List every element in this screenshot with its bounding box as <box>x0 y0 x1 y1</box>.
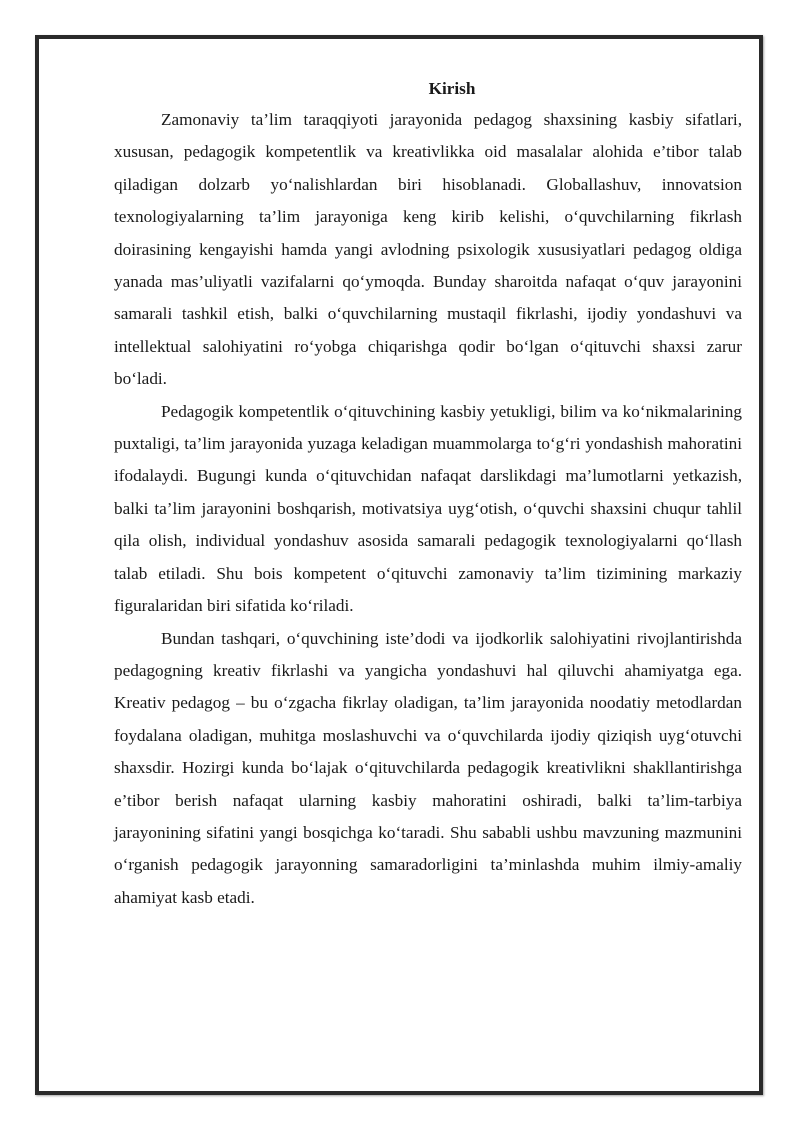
paragraph-1: Zamonaviy ta’lim taraqqiyoti jarayonida pedagog shaxsining kasbiy sifatlari, xususan, pedagogik kompetentlik va kreativlikka oid masalalar alohida e’tibor talab qiladigan dolzarb yo‘nalishlardan biri hisoblanadi. Globallashuv, innovatsion texnologiyalarning ta’lim jarayoniga keng kirib kelishi, o‘quvchilarning fikrlash doirasining kengayishi hamda yangi avlodning psixologik xususiyatlari pedagog oldiga yanada mas’uliyatli vazifalarni qo‘ymoqda. Bunday sharoitda nafaqat o‘quv jarayonini samarali tashkil etish, balki o‘quvchilarning mustaqil fikrlashi, ijodiy yondashuvi va intellektual salohiyatini ro‘yobga chiqarishga qodir bo‘lgan o‘qituvchi shaxsi zarur bo‘ladi. <box>114 110 742 389</box>
paragraph-3: Bundan tashqari, o‘quvchining iste’dodi va ijodkorlik salohiyatini rivojlantirishda pedagogning kreativ fikrlashi va yangicha yondashuvi hal qiluvchi ahamiyatga ega. Kreativ pedagog – bu o‘zgacha fikrlay oladigan, ta’lim jarayonida noodatiy metodlardan foydalana oladigan, muhitga moslashuvchi va o‘quvchilarda ijodiy qiziqish uyg‘otuvchi shaxsdir. Hozirgi kunda bo‘lajak o‘qituvchilarda pedagogik kreativlikni shakllantirishga e’tibor berish nafaqat ularning kasbiy mahoratini oshiradi, balki ta’lim-tarbiya jarayonining sifatini yangi bosqichga ko‘taradi. Shu sababli ushbu mavzuning mazmunini o‘rganish pedagogik jarayonning samaradorligini ta’minlashda muhim ilmiy-amaliy ahamiyat kasb etadi. <box>114 628 742 907</box>
document-body <box>114 74 742 914</box>
section-title: Kirish <box>428 79 476 98</box>
paragraph-2: Pedagogik kompetentlik o‘qituvchining kasbiy yetukligi, bilim va ko‘nikmalarining puxtaligi, ta’lim jarayonida yuzaga keladigan muammolarga to‘g‘ri yondashish mahoratini ifodalaydi. Bugungi kunda o‘qituvchidan nafaqat darslikdagi ma’lumotlarni yetkazish, balki ta’lim jarayonini boshqarish, motivatsiya uyg‘otish, o‘quvchi shaxsini chuqur tahlil qila olish, individual yondashuv asosida samarali pedagogik texnologiyalarni qo‘llash talab etiladi. Shu bois kompetent o‘qituvchi zamonaviy ta’lim tizimining markaziy figuralaridan biri sifatida ko‘riladi. <box>114 401 742 616</box>
